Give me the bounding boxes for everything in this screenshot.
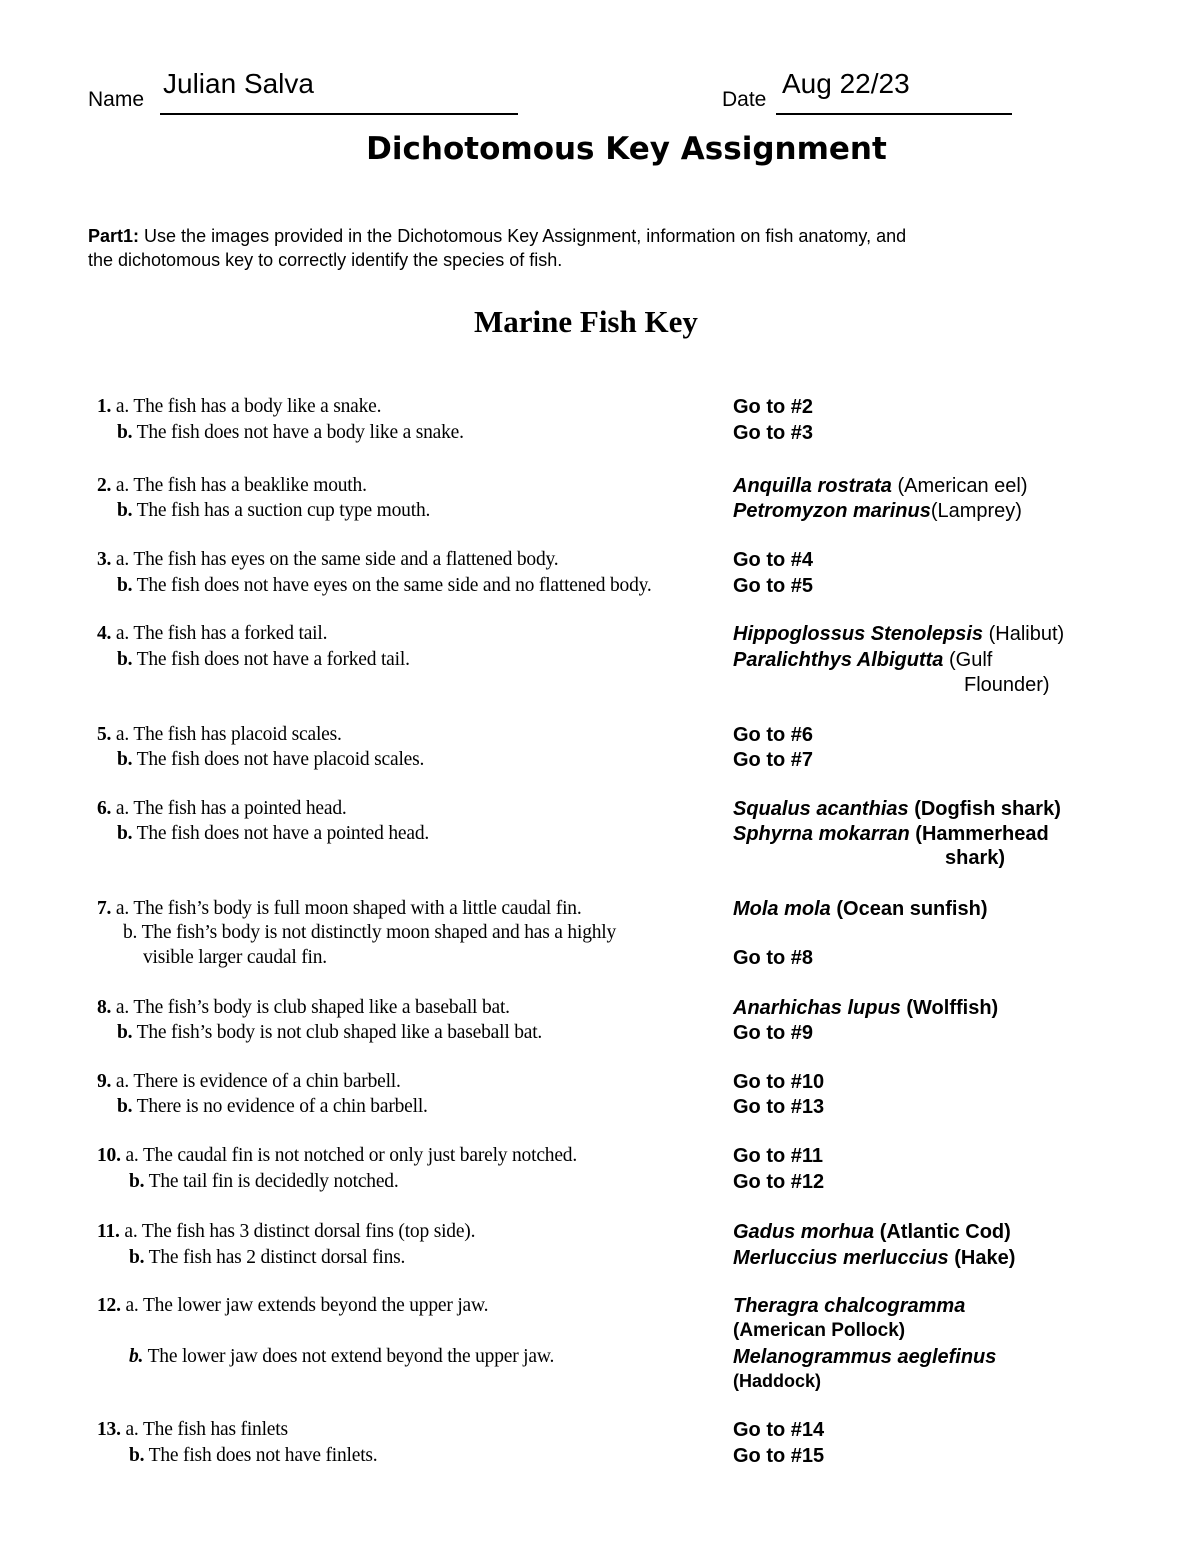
step-2-a: 2. a. The fish has a beaklike mouth.	[97, 475, 367, 496]
step-3-a-result: Go to #4	[733, 549, 814, 571]
step-10-a: 10. a. The caudal fin is not notched or only just barely notched.	[97, 1145, 578, 1166]
step-11-b: b. The fish has 2 distinct dorsal fins.	[129, 1247, 406, 1268]
step-9-a: 9. a. There is evidence of a chin barbell.	[97, 1071, 401, 1092]
step-2-b-result: Petromyzon marinus(Lamprey)	[733, 500, 1022, 522]
step-12-b-species: Melanogrammus aeglefinus	[733, 1346, 997, 1368]
step-4-a: 4. a. The fish has a forked tail.	[97, 623, 328, 644]
step-5-a: 5. a. The fish has placoid scales.	[97, 724, 342, 745]
step-13-b-result: Go to #15	[733, 1445, 825, 1467]
step-7-b-result: Go to #8	[733, 947, 814, 969]
step-7-a-result: Mola mola (Ocean sunfish)	[733, 898, 988, 920]
step-5-a-result: Go to #6	[733, 724, 814, 746]
part-label: Part1:	[88, 226, 140, 246]
step-12-b-common: (Haddock)	[733, 1371, 822, 1391]
step-11-a: 11. a. The fish has 3 distinct dorsal fins (top side).	[97, 1221, 476, 1242]
step-5-b-result: Go to #7	[733, 749, 814, 771]
step-11-b-result: Merluccius merluccius (Hake)	[733, 1247, 1016, 1269]
step-4-b-result: Paralichthys Albigutta (Gulf	[733, 649, 993, 671]
step-11-a-result: Gadus morhua (Atlantic Cod)	[733, 1221, 1011, 1243]
step-1-b-result: Go to #3	[733, 422, 814, 444]
step-7-a: 7. a. The fish’s body is full moon shaped with a little caudal fin.	[97, 898, 582, 919]
step-4-b-result-cont: Flounder)	[964, 674, 1050, 696]
step-10-a-result: Go to #11	[733, 1145, 824, 1167]
step-6-b-result-cont: shark)	[945, 847, 1006, 869]
step-6-b-result: Sphyrna mokarran (Hammerhead	[733, 823, 1049, 845]
intro-text: Use the images provided in the Dichotomous Key Assignment, information on fish anatomy, and	[144, 226, 907, 246]
date-value[interactable]: Aug 22/23	[782, 68, 910, 99]
step-6-a: 6. a. The fish has a pointed head.	[97, 798, 347, 819]
step-12-a-species: Theragra chalcogramma	[733, 1295, 966, 1317]
step-1-b: b. The fish does not have a body like a snake.	[117, 422, 464, 443]
step-8-b-result: Go to #9	[733, 1022, 814, 1044]
step-2-a-result: Anquilla rostrata (American eel)	[733, 475, 1028, 497]
step-12-a: 12. a. The lower jaw extends beyond the upper jaw.	[97, 1295, 489, 1316]
step-12-b: b. The lower jaw does not extend beyond the upper jaw.	[129, 1346, 555, 1367]
step-3-b: b. The fish does not have eyes on the same side and no flattened body.	[117, 575, 652, 596]
step-8-a: 8. a. The fish’s body is club shaped like a baseball bat.	[97, 997, 510, 1018]
step-8-b: b. The fish’s body is not club shaped like a baseball bat.	[117, 1022, 543, 1043]
step-10-b: b. The tail fin is decidedly notched.	[129, 1171, 399, 1192]
step-2-b: b. The fish has a suction cup type mouth.	[117, 500, 431, 521]
step-5-b: b. The fish does not have placoid scales.	[117, 749, 425, 770]
date-underline	[776, 113, 1012, 115]
step-8-a-result: Anarhichas lupus (Wolffish)	[733, 997, 999, 1019]
step-9-a-result: Go to #10	[733, 1071, 825, 1093]
name-underline	[160, 113, 518, 115]
step-10-b-result: Go to #12	[733, 1171, 825, 1193]
step-6-a-result: Squalus acanthias (Dogfish shark)	[733, 798, 1061, 820]
key-title: Marine Fish Key	[474, 304, 698, 339]
step-4-b: b. The fish does not have a forked tail.	[117, 649, 410, 670]
step-6-b: b. The fish does not have a pointed head.	[117, 823, 430, 844]
step-12-a-common: (American Pollock)	[733, 1320, 906, 1341]
name-label: Name	[88, 88, 145, 111]
step-1-a: 1. a. The fish has a body like a snake.	[97, 396, 382, 417]
step-13-a: 13. a. The fish has finlets	[97, 1419, 288, 1440]
step-9-b-result: Go to #13	[733, 1096, 825, 1118]
step-3-a: 3. a. The fish has eyes on the same side and a flattened body.	[97, 549, 559, 570]
step-1-a-result: Go to #2	[733, 396, 814, 418]
step-13-a-result: Go to #14	[733, 1419, 825, 1441]
date-label: Date	[722, 88, 767, 111]
step-7-b-cont: visible larger caudal fin.	[143, 947, 327, 968]
intro-line1	[88, 224, 906, 248]
step-7-b: b. The fish’s body is not distinctly moon shaped and has a highly	[123, 922, 617, 943]
step-13-b: b. The fish does not have finlets.	[129, 1445, 378, 1466]
step-4-a-result: Hippoglossus Stenolepsis (Halibut)	[733, 623, 1065, 645]
step-3-b-result: Go to #5	[733, 575, 814, 597]
page-title: Dichotomous Key Assignment	[366, 131, 887, 167]
intro-line2: the dichotomous key to correctly identify the species of fish.	[88, 250, 563, 270]
step-9-b: b. There is no evidence of a chin barbell.	[117, 1096, 428, 1117]
name-value[interactable]: Julian Salva	[163, 68, 314, 99]
